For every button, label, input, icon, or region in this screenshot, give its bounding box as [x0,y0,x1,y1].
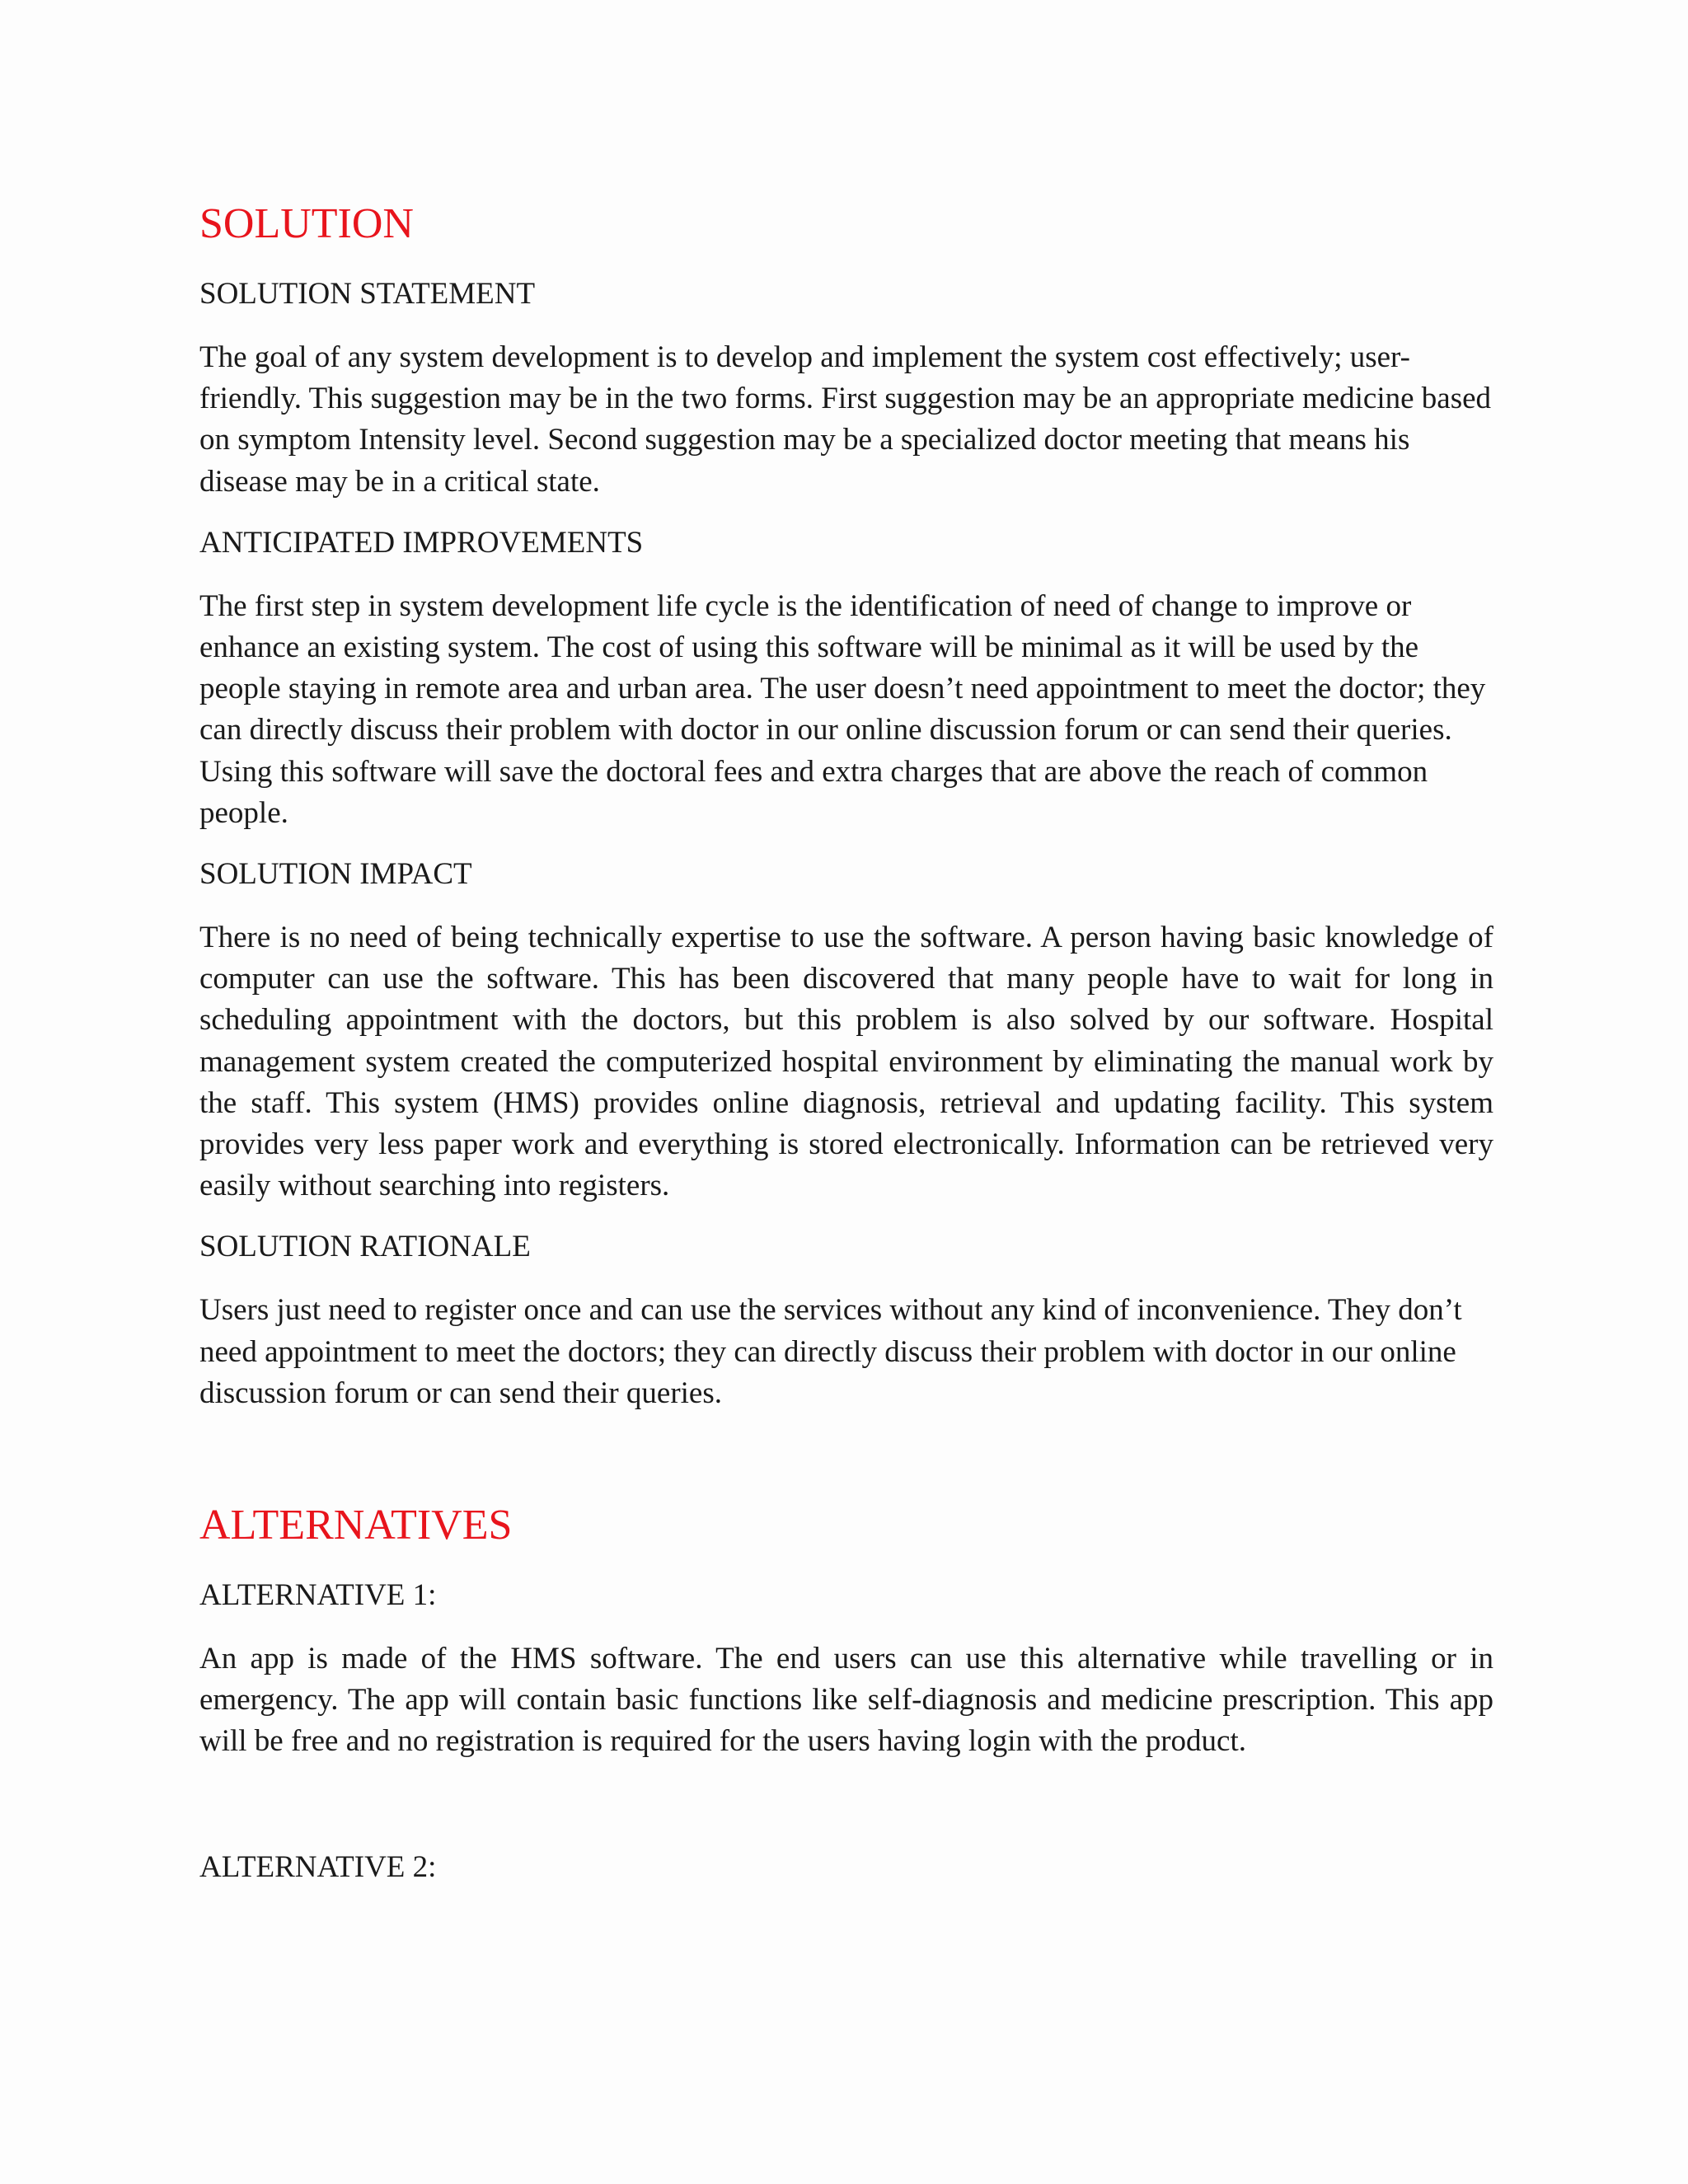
anticipated-improvements-text: The first step in system development life cycle is the identification of need of change to improve or enhance an existing system. The cost of using this software will be minimal as it will be used by the people staying in remote area and urban area. The user doesn’t need appointment to meet the doctor; they can directly discuss their problem with doctor in our online discussion forum or can send their queries. Using this software will save the doctoral fees and extra charges that are above the reach of common people. [199,588,1486,830]
solution-statement-title: SOLUTION STATEMENT [199,277,536,311]
solution-rationale-title: SOLUTION RATIONALE [199,1230,531,1264]
solution-impact-text: There is no need of being technically expertise to use the software. A person having basic knowledge of computer can use the software. This has been discovered that many people have to wait for long in scheduling appointment with the doctors, but this problem is also solved by our software. Hospital management system created the computerized hospital environment by eliminating the manual work by the staff. This system (HMS) provides online diagnosis, retrieval and updating facility. This system provides very less paper work and everything is stored electronically. Information can be retrieved very easily without searching into registers. [199,921,1493,1203]
alternatives-heading: ALTERNATIVES [199,1502,513,1549]
alternative-1-text: An app is made of the HMS software. The end users can use this alternative while travelling or in emergency. The app will contain basic functions like self-diagnosis and medicine prescription. This app will be free and no registration is required for the users having login with the product. [199,1642,1493,1759]
document-content [199,191,1493,1888]
solution-rationale-text: Users just need to register once and can use the services without any kind of inconvenience. They don’t need appointment to meet the doctors; they can directly discuss their problem with doctor in our online discussion forum or can send their queries. [199,1293,1462,1410]
anticipated-improvements-title: ANTICIPATED IMPROVEMENTS [199,525,644,560]
solution-heading: SOLUTION [199,200,414,247]
solution-statement-text: The goal of any system development is to develop and implement the system cost effectively; user-friendly. This suggestion may be in the two forms. First suggestion may be an appropriate medicine based on symptom Intensity level. Second suggestion may be a specialized doctor meeting that means his disease may be in a critical state. [199,340,1492,499]
alternative-1-title: ALTERNATIVE 1: [199,1578,437,1613]
alternative-2-title: ALTERNATIVE 2: [199,1849,437,1884]
solution-impact-title: SOLUTION IMPACT [199,857,472,892]
